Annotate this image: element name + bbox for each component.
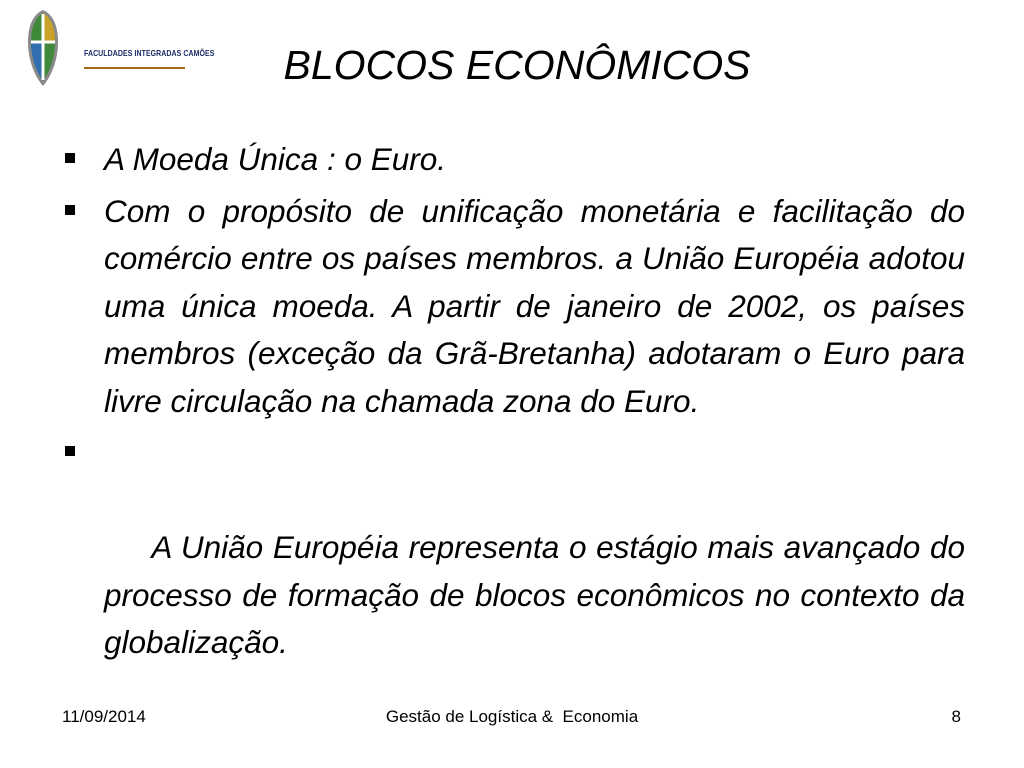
bullet-text: Com o propósito de unificação monetária e facilitação do comércio entre os países membros. a União Européia adotou uma única moeda. A partir de janeiro de 2002, os países membros (exceção da Grã-Bretanha) adotaram o Euro para livre circulação na chamada zona do Euro. <box>104 192 965 419</box>
bullet-item <box>60 188 965 426</box>
bullet-text: A União Européia representa o estágio mais avançado do processo de formação de blocos econômicos no contexto da globalização. <box>104 529 974 660</box>
footer-course-title: Gestão de Logística & Economia <box>385 707 639 726</box>
bullet-list <box>60 136 974 718</box>
slide-number: 8 <box>951 707 961 726</box>
bullet-text: A Moeda Única : o Euro. <box>104 141 447 177</box>
slide-title: BLOCOS ECONÔMICOS <box>283 42 751 88</box>
logo-text: FACULDADES INTEGRADAS CAMÕES <box>84 48 215 58</box>
bullet-item <box>60 136 965 184</box>
square-bullet-icon <box>65 153 75 163</box>
footer-date: 11/09/2014 <box>62 707 146 726</box>
square-bullet-icon <box>65 446 75 456</box>
square-bullet-icon <box>65 205 75 215</box>
bullet-item <box>60 429 974 714</box>
